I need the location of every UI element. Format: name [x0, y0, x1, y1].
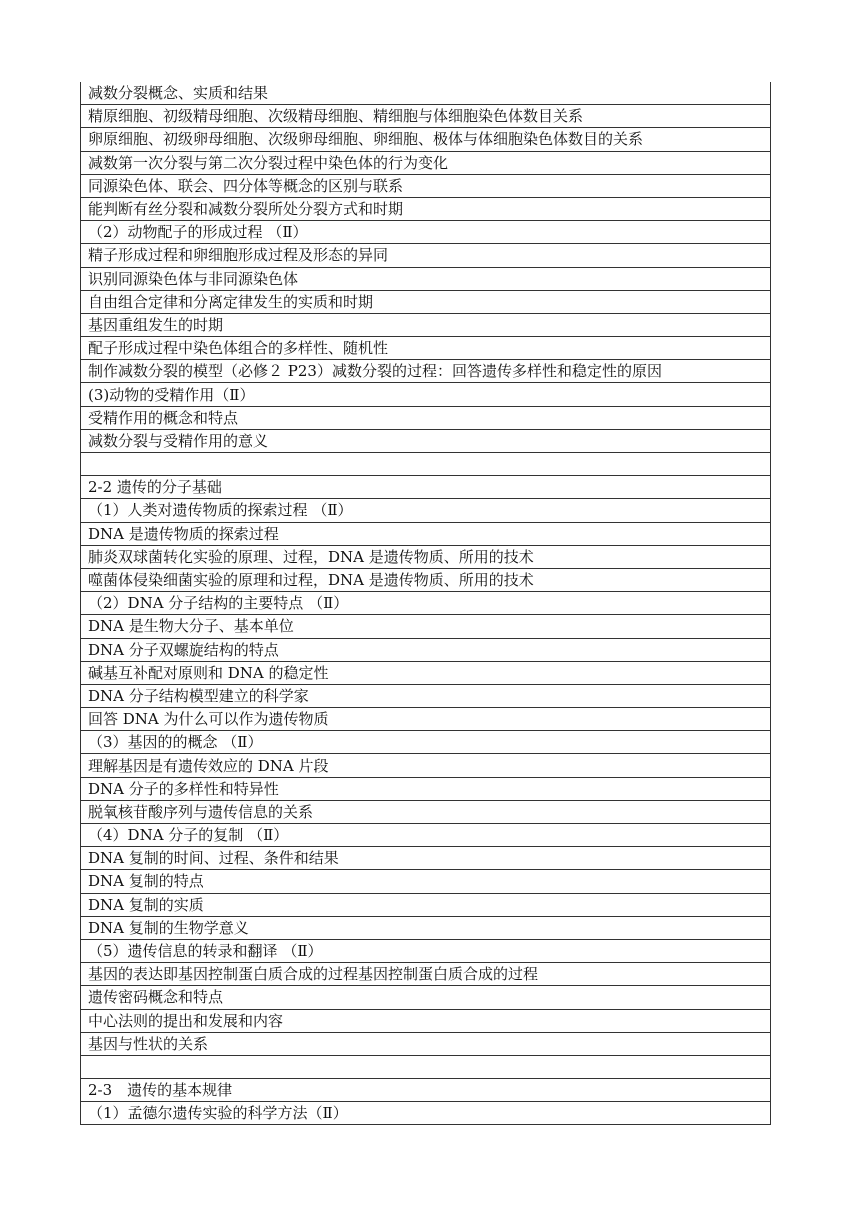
table-row [81, 453, 771, 476]
table-row [81, 383, 771, 406]
table-row [81, 568, 771, 591]
table-cell: DNA 是遗传物质的探索过程 [81, 522, 771, 545]
table-cell: 理解基因是有遗传效应的 DNA 片段 [81, 754, 771, 777]
table-cell: 配子形成过程中染色体组合的多样性、随机性 [81, 337, 771, 360]
table-cell: 基因的表达即基因控制蛋白质合成的过程基因控制蛋白质合成的过程 [81, 963, 771, 986]
table-cell: 噬菌体侵染细菌实验的原理和过程，DNA 是遗传物质、所用的技术 [81, 568, 771, 591]
table-row [81, 708, 771, 731]
table-row [81, 684, 771, 707]
table-cell: 遗传密码概念和特点 [81, 986, 771, 1009]
table-row [81, 939, 771, 962]
table-cell: 能判断有丝分裂和减数分裂所处分裂方式和时期 [81, 197, 771, 220]
table-row [81, 847, 771, 870]
table-row [81, 870, 771, 893]
table-cell: （1）孟德尔遗传实验的科学方法（Ⅱ） [81, 1102, 771, 1125]
table-cell: DNA 是生物大分子、基本单位 [81, 615, 771, 638]
table-row [81, 267, 771, 290]
table-cell: （4）DNA 分子的复制 （Ⅱ） [81, 824, 771, 847]
table-cell: （5）遗传信息的转录和翻译 （Ⅱ） [81, 939, 771, 962]
table-row [81, 800, 771, 823]
table-row [81, 1102, 771, 1125]
table-cell: 2-2 遗传的分子基础 [81, 476, 771, 499]
table-row [81, 197, 771, 220]
table-cell: 卵原细胞、初级卵母细胞、次级卵母细胞、卵细胞、极体与体细胞染色体数目的关系 [81, 128, 771, 151]
table-cell: 同源染色体、联会、四分体等概念的区别与联系 [81, 174, 771, 197]
table-cell: DNA 复制的生物学意义 [81, 916, 771, 939]
table-cell: （1）人类对遗传物质的探索过程 （Ⅱ） [81, 499, 771, 522]
table-cell: DNA 分子的多样性和特异性 [81, 777, 771, 800]
table-row [81, 963, 771, 986]
table-row [81, 476, 771, 499]
table-cell: DNA 复制的实质 [81, 893, 771, 916]
table-row [81, 406, 771, 429]
syllabus-table-body [81, 82, 771, 1125]
table-row [81, 638, 771, 661]
table-row [81, 615, 771, 638]
table-row [81, 337, 771, 360]
table-cell: 碱基互补配对原则和 DNA 的稳定性 [81, 661, 771, 684]
table-cell: 精原细胞、初级精母细胞、次级精母细胞、精细胞与体细胞染色体数目关系 [81, 105, 771, 128]
table-cell: 基因重组发生的时期 [81, 313, 771, 336]
table-cell: 受精作用的概念和特点 [81, 406, 771, 429]
table-row [81, 82, 771, 105]
table-row [81, 244, 771, 267]
table-row [81, 754, 771, 777]
table-cell: DNA 复制的特点 [81, 870, 771, 893]
table-cell: 减数分裂概念、实质和结果 [81, 82, 771, 105]
table-cell: 中心法则的提出和发展和内容 [81, 1009, 771, 1032]
table-row [81, 592, 771, 615]
table-cell: （3）基因的的概念 （Ⅱ） [81, 731, 771, 754]
table-row [81, 1032, 771, 1055]
table-cell: （2）DNA 分子结构的主要特点 （Ⅱ） [81, 592, 771, 615]
table-cell: 识别同源染色体与非同源染色体 [81, 267, 771, 290]
outline-document [80, 82, 771, 1125]
table-row [81, 151, 771, 174]
table-cell: (3)动物的受精作用（Ⅱ） [81, 383, 771, 406]
table-row [81, 429, 771, 452]
table-cell: 制作减数分裂的模型（必修２ P23）减数分裂的过程：回答遗传多样性和稳定性的原因 [81, 360, 771, 383]
table-cell: 减数分裂与受精作用的意义 [81, 429, 771, 452]
table-row [81, 1009, 771, 1032]
syllabus-table [80, 82, 771, 1125]
table-row [81, 360, 771, 383]
table-row [81, 174, 771, 197]
table-cell: DNA 分子双螺旋结构的特点 [81, 638, 771, 661]
table-row [81, 313, 771, 336]
table-cell: 脱氧核苷酸序列与遗传信息的关系 [81, 800, 771, 823]
table-cell: 2-3 遗传的基本规律 [81, 1079, 771, 1102]
table-cell: 减数第一次分裂与第二次分裂过程中染色体的行为变化 [81, 151, 771, 174]
table-row [81, 731, 771, 754]
table-cell: 回答 DNA 为什么可以作为遗传物质 [81, 708, 771, 731]
table-cell [81, 453, 771, 476]
table-cell: （2）动物配子的形成过程 （Ⅱ） [81, 221, 771, 244]
table-row [81, 1079, 771, 1102]
table-row [81, 661, 771, 684]
table-cell: 肺炎双球菌转化实验的原理、过程，DNA 是遗传物质、所用的技术 [81, 545, 771, 568]
table-row [81, 290, 771, 313]
table-row [81, 221, 771, 244]
table-row [81, 128, 771, 151]
table-row [81, 1055, 771, 1078]
table-row [81, 986, 771, 1009]
table-row [81, 916, 771, 939]
table-row [81, 824, 771, 847]
table-cell [81, 1055, 771, 1078]
table-cell: DNA 复制的时间、过程、条件和结果 [81, 847, 771, 870]
table-row [81, 499, 771, 522]
table-cell: 自由组合定律和分离定律发生的实质和时期 [81, 290, 771, 313]
table-row [81, 545, 771, 568]
table-cell: 精子形成过程和卵细胞形成过程及形态的异同 [81, 244, 771, 267]
table-row [81, 522, 771, 545]
table-row [81, 105, 771, 128]
table-row [81, 777, 771, 800]
table-cell: DNA 分子结构模型建立的科学家 [81, 684, 771, 707]
table-cell: 基因与性状的关系 [81, 1032, 771, 1055]
table-row [81, 893, 771, 916]
